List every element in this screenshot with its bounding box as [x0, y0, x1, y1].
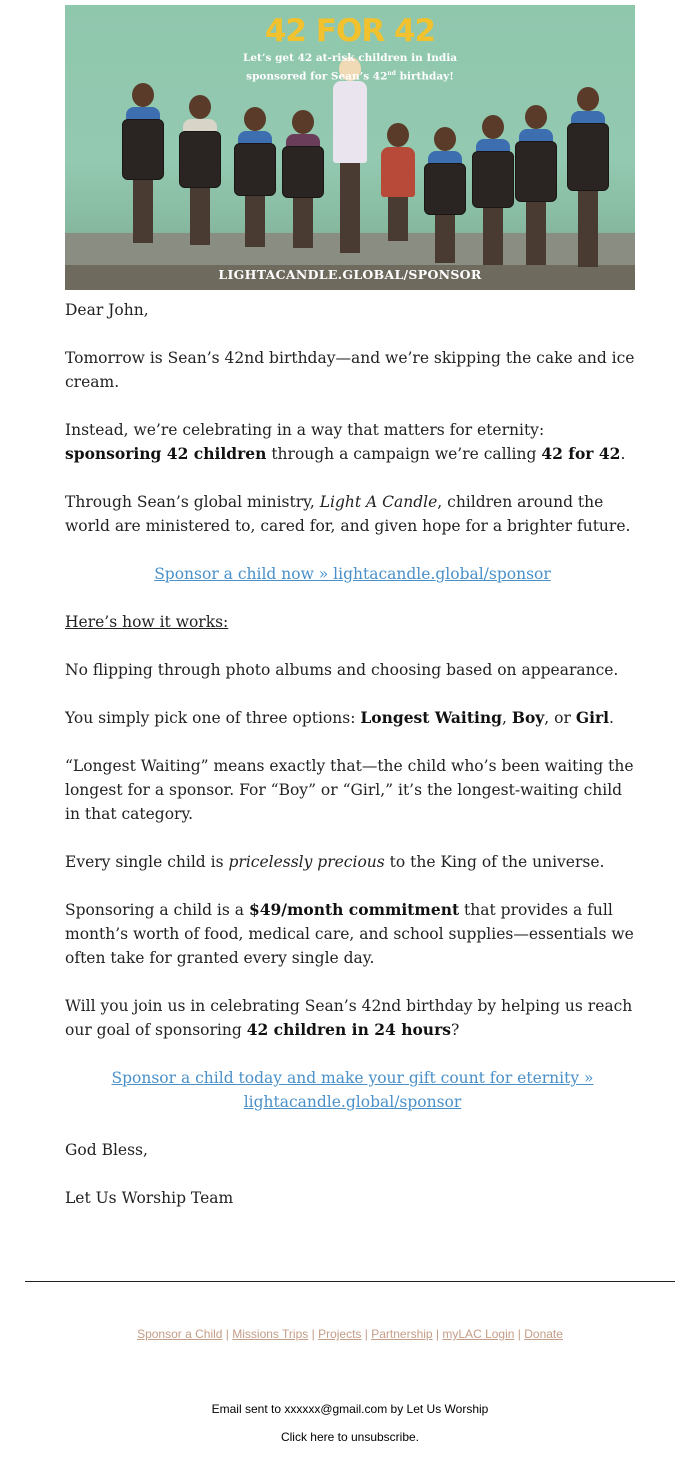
p7-text: Every single child is [65, 853, 229, 871]
hero-subtitle-line2-end: birthday! [395, 70, 454, 83]
hero-subtitle-sup: nd [387, 70, 396, 77]
footer-separator: | [361, 1327, 372, 1341]
p2-text-mid: through a campaign we’re calling [266, 445, 542, 463]
p7-text-end: to the King of the universe. [384, 853, 605, 871]
p3-text: Through Sean’s global ministry, [65, 493, 320, 511]
paragraph-options [65, 706, 640, 730]
photo-person [232, 107, 278, 247]
paragraph-intro: Tomorrow is Sean’s 42nd birthday—and we’re skipping the cake and ice cream. [65, 349, 635, 391]
hero-banner-image[interactable] [65, 5, 635, 290]
p2-text: Instead, we’re celebrating in a way that matters for eternity: [65, 421, 545, 439]
sent-text: Email sent to [211, 1402, 285, 1416]
footer-link-donate[interactable]: Donate [524, 1327, 563, 1341]
hero-subtitle-line2 [65, 66, 635, 85]
how-it-works-text: Here’s how it works: [65, 613, 229, 631]
footer-separator: | [308, 1327, 319, 1341]
hero-subtitle-line1: Let’s get 42 at-risk children in India [242, 52, 458, 64]
p8-text: Sponsoring a child is a [65, 901, 249, 919]
sponsor-now-link[interactable]: Sponsor a child now » lightacandle.global/sponsor [154, 565, 551, 583]
signature: Let Us Worship Team [65, 1189, 234, 1207]
photo-person [375, 123, 421, 241]
recipient-email: xxxxxx@gmail.com [284, 1402, 388, 1416]
footer-link-projects[interactable]: Projects [318, 1327, 362, 1341]
footer-link-partnership[interactable]: Partnership [371, 1327, 433, 1341]
p5-sep2: , or [544, 709, 576, 727]
hero-subtitle-line2-text: sponsored for Sean’s 42 [246, 70, 388, 83]
paragraph-longest-waiting: “Longest Waiting” means exactly that—the child who’s been waiting the longest for a sponsor. For “Boy” or “Girl,” it’s the longest-waiting child in that category. [65, 757, 634, 823]
footer-link-missions-trips[interactable]: Missions Trips [232, 1327, 309, 1341]
p5-text: You simply pick one of three options: [65, 709, 361, 727]
p2-bold-campaign: 42 for 42 [541, 444, 621, 463]
p8-bold-commitment: $49/month commitment [248, 900, 460, 919]
p8-text-end: that provides a full month’s worth of food, medical care, and school supplies—essentials we often take for granted every single day. [65, 901, 634, 967]
signoff: God Bless, [65, 1141, 148, 1159]
footer-link-sponsor-a-child[interactable]: Sponsor a Child [137, 1327, 223, 1341]
hero-url: LIGHTACANDLE.GLOBAL/SPONSOR [218, 267, 482, 282]
option-boy: Boy [511, 708, 545, 727]
option-longest-waiting: Longest Waiting [360, 708, 502, 727]
footer-link-mylac-login[interactable]: myLAC Login [442, 1327, 515, 1341]
footer-nav [0, 1327, 700, 1341]
paragraph-precious [65, 850, 640, 874]
photo-person [470, 115, 516, 265]
paragraph-celebration [65, 418, 640, 466]
p5-sep1: , [501, 709, 512, 727]
sponsor-today-link-line2[interactable]: lightacandle.global/sponsor [243, 1093, 462, 1111]
photo-person [513, 105, 559, 265]
unsubscribe-link[interactable]: Click here to unsubscribe. [280, 1430, 420, 1444]
footer-separator: | [432, 1327, 443, 1341]
photo-person [565, 87, 611, 267]
p9-text-end: ? [450, 1021, 460, 1039]
greeting: Dear John, [65, 301, 149, 319]
paragraph-goal [65, 994, 640, 1042]
paragraph-ministry [65, 490, 640, 538]
paragraph-no-albums: No flipping through photo albums and choosing based on appearance. [65, 661, 619, 679]
p7-italic: pricelessly precious [228, 853, 385, 871]
sponsor-today-link[interactable] [111, 1069, 593, 1111]
footer-sent-notice [0, 1402, 700, 1416]
hero-subtitle [65, 50, 635, 85]
cta-2-wrapper [65, 1066, 640, 1114]
hero-title: 42 FOR 42 [264, 13, 436, 49]
p9-bold-goal: 42 children in 24 hours [246, 1020, 451, 1039]
footer-separator: | [222, 1327, 233, 1341]
sent-text-end: by Let Us Worship [387, 1402, 489, 1416]
p9-text: Will you join us in celebrating Sean’s 42nd birthday by helping us reach our goal of sponsoring [65, 997, 633, 1039]
paragraph-commitment [65, 898, 640, 970]
photo-person [422, 127, 468, 263]
option-girl: Girl [575, 708, 610, 727]
photo-person [120, 83, 166, 243]
p2-bold-sponsoring: sponsoring 42 children [65, 444, 267, 463]
p2-text-end: . [620, 445, 626, 463]
p3-text-end: , children around the world are ministered to, cared for, and given hope for a brighter future. [65, 493, 631, 535]
photo-person [327, 57, 373, 253]
photo-person [280, 110, 326, 248]
p3-italic-ministry: Light A Candle [319, 493, 438, 511]
p5-text-end: . [609, 709, 614, 727]
photo-person [177, 95, 223, 245]
how-it-works-heading [65, 610, 640, 634]
footer-divider [25, 1281, 675, 1282]
email-body [65, 298, 640, 1234]
footer-separator: | [514, 1327, 525, 1341]
sponsor-today-link-line1[interactable]: Sponsor a child today and make your gift count for eternity » [111, 1069, 594, 1087]
cta-1-wrapper [65, 562, 640, 586]
